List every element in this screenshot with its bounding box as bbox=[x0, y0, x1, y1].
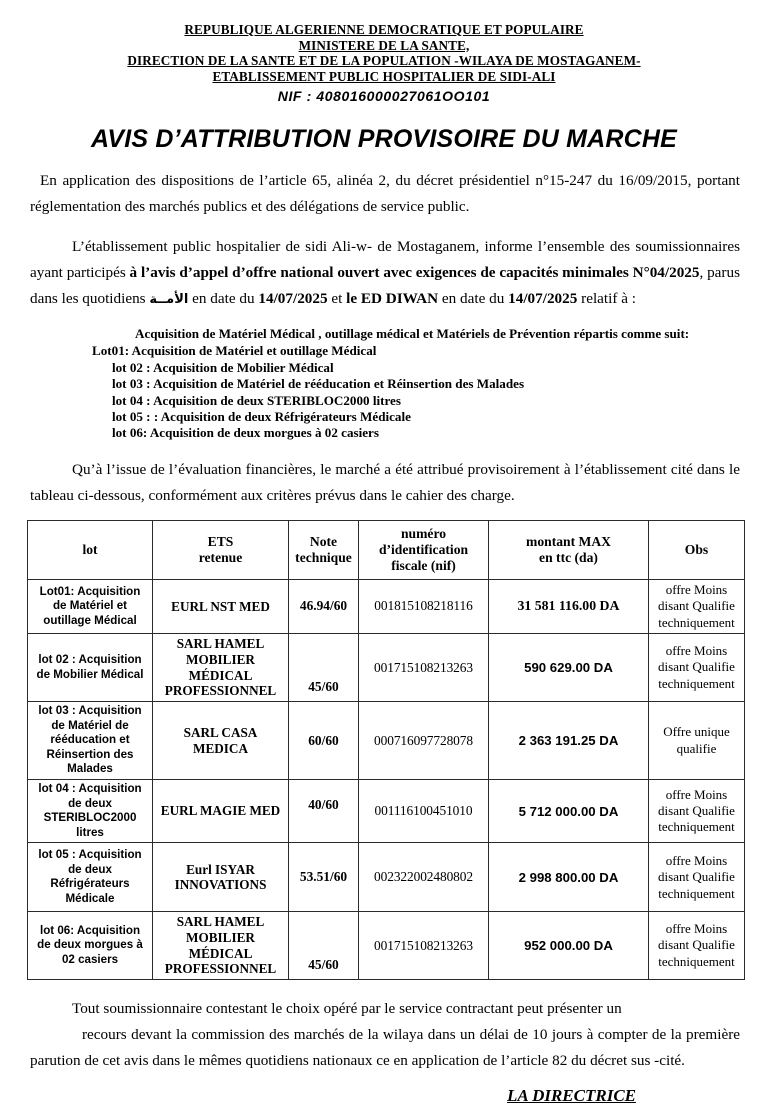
document-body bbox=[0, 168, 768, 509]
intro-paragraph-1: En application des dispositions de l’article 65, alinéa 2, du décret présidentiel n°15-247 du 16/09/2015, portant réglementation des marchés publics et des délégations de service public. bbox=[30, 172, 740, 215]
column-header-montant bbox=[489, 520, 649, 579]
cell-note: 46.94/60 bbox=[289, 579, 359, 633]
header-line-ministry bbox=[0, 38, 768, 54]
pre-table-paragraph: Qu’à l’issue de l’évaluation financières, le marché a été attribué provisoirement à l’établissement cité dans le tableau ci-dessous, conformément aux critères prévus dans le cahier des charge. bbox=[30, 460, 740, 504]
cell-nif: 001715108213263 bbox=[359, 912, 489, 979]
list-item: Lot01: Acquisition de Matériel et outillage Médical bbox=[92, 343, 377, 359]
closing-paragraph-line1: Tout soumissionnaire contestant le choix opéré par le service contractant peut présenter un bbox=[72, 999, 622, 1017]
header-line-establishment-text: ETABLISSEMENT PUBLIC HOSPITALIER DE SIDI-ALI bbox=[212, 68, 556, 84]
header-line-establishment bbox=[0, 69, 768, 85]
cell-montant: 952 000.00 DA bbox=[489, 912, 649, 979]
intro-p2-seg-c: , parus dans les quotidiens bbox=[30, 264, 740, 307]
list-item: lot 06: Acquisition de deux morgues à 02 casiers bbox=[112, 425, 379, 441]
intro-p2-seg-e: et bbox=[327, 290, 347, 307]
table-row bbox=[28, 780, 745, 843]
intro-p2-seg-h: relatif à : bbox=[577, 290, 636, 307]
cell-ets: SARL HAMEL MOBILIER MÉDICAL PROFESSIONNEL bbox=[153, 912, 289, 979]
cell-lot: lot 04 : Acquisition de deux STERIBLOC2000 litres bbox=[28, 780, 153, 843]
closing-paragraph bbox=[30, 996, 740, 1074]
column-header-nif bbox=[359, 520, 489, 579]
cell-ets: EURL NST MED bbox=[153, 579, 289, 633]
intro-p2-seg-a: L’établissement public hospitalier de sidi Ali-w- de Mostaganem, informe l’ensemble des soumissionnaires ayant participés bbox=[30, 238, 740, 281]
column-header-ets bbox=[153, 520, 289, 579]
document-header bbox=[0, 0, 768, 106]
cell-ets: Eurl ISYAR INNOVATIONS bbox=[153, 843, 289, 912]
cell-ets: SARL HAMEL MOBILIER MÉDICAL PROFESSIONNEL bbox=[153, 634, 289, 702]
table-row bbox=[28, 843, 745, 912]
cell-nif: 001715108213263 bbox=[359, 634, 489, 702]
cell-montant: 2 363 191.25 DA bbox=[489, 702, 649, 780]
column-header-nif-line1: numéro bbox=[400, 525, 447, 541]
column-header-montant-line1: montant MAX bbox=[526, 533, 611, 549]
cell-note: 60/60 bbox=[289, 702, 359, 780]
header-line-direction bbox=[0, 53, 768, 69]
attribution-table bbox=[27, 520, 745, 980]
cell-lot: lot 05 : Acquisition de deux Réfrigérateurs Médicale bbox=[28, 843, 153, 912]
cell-nif: 000716097728078 bbox=[359, 702, 489, 780]
table-header-row bbox=[28, 520, 745, 579]
cell-montant: 2 998 800.00 DA bbox=[489, 843, 649, 912]
column-header-lot: lot bbox=[28, 520, 153, 579]
publication-date-1: 14/07/2025 bbox=[258, 290, 328, 307]
cell-note: 40/60 bbox=[289, 780, 359, 843]
header-line-republic bbox=[0, 22, 768, 38]
cell-obs: Offre unique qualifie bbox=[649, 702, 745, 780]
cell-ets: SARL CASA MEDICA bbox=[153, 702, 289, 780]
cell-montant: 31 581 116.00 DA bbox=[489, 579, 649, 633]
intro-p2-seg-d: en date du bbox=[188, 290, 259, 307]
list-item: lot 02 : Acquisition de Mobilier Médical bbox=[112, 359, 334, 375]
signature-block bbox=[30, 1086, 740, 1106]
column-header-note-technique bbox=[289, 520, 359, 579]
table-row bbox=[28, 912, 745, 979]
cell-montant: 590 629.00 DA bbox=[489, 634, 649, 702]
cell-obs: offre Moins disant Qualifie techniquement bbox=[649, 912, 745, 979]
header-line-ministry-text: MINISTERE DE LA SANTE, bbox=[298, 37, 470, 53]
newspaper-name-ed-diwan: le ED DIWAN bbox=[346, 290, 439, 307]
cell-note: 45/60 bbox=[289, 912, 359, 979]
closing-paragraph-line2: recours devant la commission des marchés de la wilaya dans un délai de 10 jours à compter de la première parution de cet avis dans le mêmes quotidiens nationaux ce en application de l’article 82 du décret sus -cité. bbox=[30, 1025, 740, 1069]
column-header-montant-line2: en ttc (da) bbox=[539, 549, 598, 565]
table-row bbox=[28, 634, 745, 702]
list-item: lot 03 : Acquisition de Matériel de rééducation et Réinsertion des Malades bbox=[112, 376, 525, 392]
column-header-obs: Obs bbox=[649, 520, 745, 579]
cell-note: 45/60 bbox=[289, 634, 359, 702]
table-row bbox=[28, 579, 745, 633]
table-row bbox=[28, 702, 745, 780]
column-header-ets-line1: ETS bbox=[207, 533, 234, 549]
column-header-note-line2: technique bbox=[295, 549, 352, 565]
cell-nif: 001815108218116 bbox=[359, 579, 489, 633]
cell-obs: offre Moins disant Qualifie techniquement bbox=[649, 579, 745, 633]
list-item: lot 04 : Acquisition de deux STERIBLOC2000 litres bbox=[112, 392, 401, 408]
cell-obs: offre Moins disant Qualifie techniquement bbox=[649, 843, 745, 912]
document-footer bbox=[0, 996, 768, 1106]
column-header-note-line1: Note bbox=[309, 533, 338, 549]
header-line-republic-text: REPUBLIQUE ALGERIENNE DEMOCRATIQUE ET POPULAIRE bbox=[184, 22, 584, 37]
cell-montant: 5 712 000.00 DA bbox=[489, 780, 649, 843]
cell-lot: lot 06: Acquisition de deux morgues à 02 casiers bbox=[28, 912, 153, 979]
intro-p2-tender-reference: à l’avis d’appel d’offre national ouvert avec exigences de capacités minimales N°04/2025 bbox=[129, 264, 700, 281]
cell-note: 53.51/60 bbox=[289, 843, 359, 912]
signature-title: LA DIRECTRICE bbox=[507, 1085, 636, 1105]
cell-obs: offre Moins disant Qualifie techniquement bbox=[649, 780, 745, 843]
list-item: lot 05 : : Acquisition de deux Réfrigérateurs Médicale bbox=[112, 409, 411, 425]
newspaper-name-arabic: الأمــة bbox=[149, 292, 189, 307]
column-header-nif-line3: fiscale (nif) bbox=[391, 557, 456, 573]
cell-lot: lot 02 : Acquisition de Mobilier Médical bbox=[28, 634, 153, 702]
page-title: AVIS D’ATTRIBUTION PROVISOIRE DU MARCHE bbox=[90, 125, 678, 153]
lots-list bbox=[30, 326, 740, 442]
header-line-direction-text: DIRECTION DE LA SANTE ET DE LA POPULATION -WILAYA DE MOSTAGANEM- bbox=[127, 53, 641, 68]
publication-date-2: 14/07/2025 bbox=[508, 290, 578, 307]
cell-lot: lot 03 : Acquisition de Matériel de rééducation et Réinsertion des Malades bbox=[28, 702, 153, 780]
column-header-nif-line2: d’identification bbox=[378, 541, 469, 557]
cell-ets: EURL MAGIE MED bbox=[153, 780, 289, 843]
header-nif: NIF : 408016000027061OO101 bbox=[277, 88, 491, 104]
cell-obs: offre Moins disant Qualifie techniquement bbox=[649, 634, 745, 702]
column-header-ets-line2: retenue bbox=[198, 549, 243, 565]
lots-list-heading: Acquisition de Matériel Médical , outillage médical et Matériels de Prévention répartis comme suit: bbox=[135, 326, 690, 341]
cell-nif: 001116100451010 bbox=[359, 780, 489, 843]
cell-lot: Lot01: Acquisition de Matériel et outillage Médical bbox=[28, 579, 153, 633]
intro-p2-seg-g: en date du bbox=[438, 290, 509, 307]
intro-paragraph-2 bbox=[30, 234, 740, 313]
cell-nif: 002322002480802 bbox=[359, 843, 489, 912]
